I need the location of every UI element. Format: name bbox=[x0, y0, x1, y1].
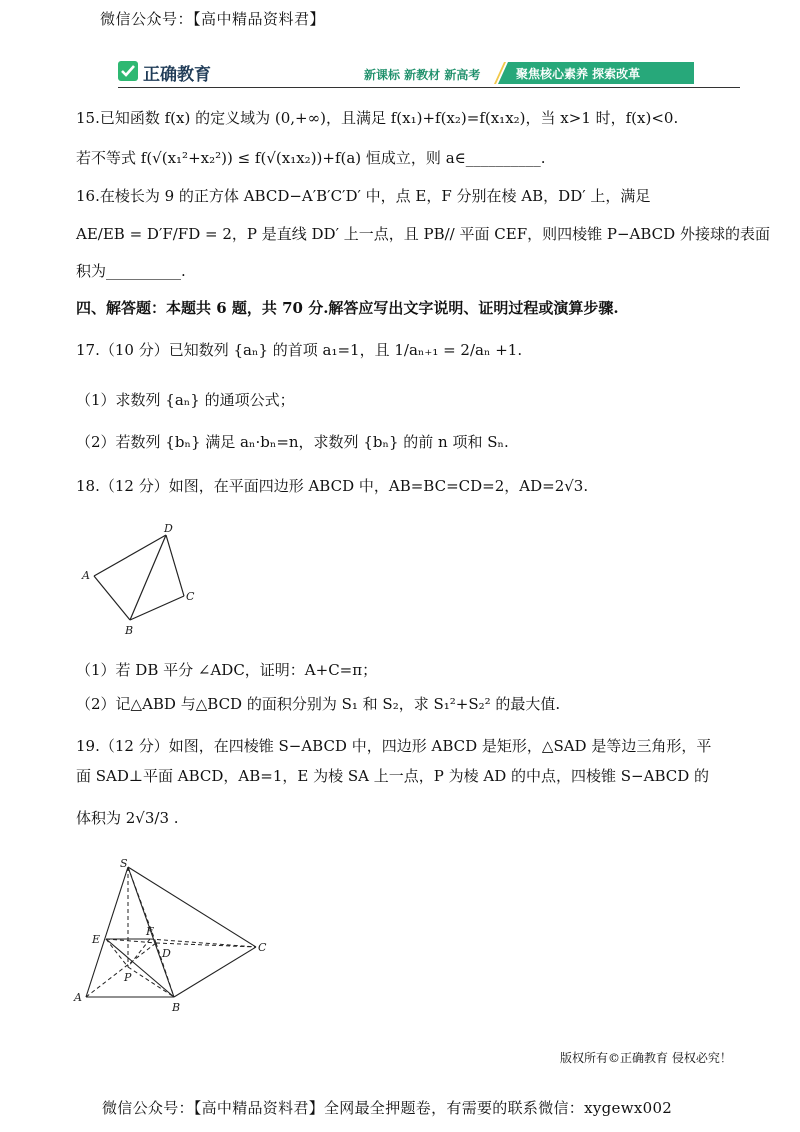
hidden-segment-FP bbox=[128, 939, 150, 967]
banner-text: 聚焦核心素养 探索改革 bbox=[516, 67, 641, 81]
label-A: A bbox=[74, 991, 82, 1004]
problem-17-part-2: （2）若数列 {bₙ} 满足 aₙ·bₙ=n，求数列 {bₙ} 的前 n 项和 Sₙ. bbox=[76, 433, 509, 451]
bottom-watermark: 微信公众号：【高中精品资料君】全网最全押题卷，有需要的联系微信：xygewx002 bbox=[102, 1099, 673, 1117]
label-E: E bbox=[92, 933, 101, 946]
problem-19-line-2: 面 SAD⊥平面 ABCD，AB=1，E 为棱 SA 上一点，P 为棱 AD 的中点，四棱锥 S−ABCD 的 bbox=[76, 767, 710, 785]
figure-18-quadrilateral bbox=[80, 520, 210, 640]
checkmark-icon bbox=[118, 61, 138, 81]
problem-17-stem: 17.（10 分）已知数列 {aₙ} 的首项 a₁=1，且 1/aₙ₊₁ = 2/aₙ +1. bbox=[76, 341, 523, 359]
label-D: D bbox=[164, 522, 173, 535]
hidden-segment-EP bbox=[106, 939, 128, 967]
problem-19-line-3: 体积为 2√3/3 . bbox=[76, 809, 179, 827]
problem-18-stem: 18.（12 分）如图，在平面四边形 ABCD 中，AB=BC=CD=2，AD=2√3. bbox=[76, 477, 589, 495]
edge-SA bbox=[86, 867, 128, 997]
problem-16-line-3: 积为__________. bbox=[76, 262, 186, 280]
brand-name: 正确教育 bbox=[143, 65, 211, 85]
problem-15-line-2: 若不等式 f(√(x₁²+x₂²)) ≤ f(√(x₁x₂))+f(a) 恒成立，则 a∈__________. bbox=[76, 149, 546, 167]
label-C: C bbox=[186, 590, 195, 603]
label-D: D bbox=[162, 947, 171, 960]
copyright-notice: 版权所有©正确教育 侵权必究！ bbox=[560, 1051, 732, 1065]
page-header bbox=[118, 60, 740, 90]
problem-19-line-1: 19.（12 分）如图，在四棱锥 S−ABCD 中，四边形 ABCD 是矩形，△SAD 是等边三角形，平 bbox=[76, 737, 712, 755]
hidden-segment-PB bbox=[128, 967, 174, 997]
label-B: B bbox=[125, 624, 134, 637]
problem-16-line-1: 16.在棱长为 9 的正方体 ABCD−A′B′C′D′ 中，点 E，F 分别在棱 AB，DD′ 上，满足 bbox=[76, 187, 651, 205]
problem-17-part-1: （1）求数列 {aₙ} 的通项公式； bbox=[76, 391, 295, 409]
label-F: F bbox=[146, 925, 154, 938]
diagonal-BD bbox=[130, 535, 166, 620]
problem-15-line-1: 15.已知函数 f(x) 的定义域为 (0,+∞)，且满足 f(x₁)+f(x₂)=f(x₁x₂)，当 x>1 时，f(x)<0. bbox=[76, 109, 679, 127]
label-P: P bbox=[124, 971, 132, 984]
label-B: B bbox=[172, 1001, 181, 1014]
header-divider bbox=[118, 87, 740, 88]
section-4-heading: 四、解答题：本题共 6 题，共 70 分.解答应写出文字说明、证明过程或演算步骤. bbox=[76, 299, 619, 317]
edge-BC bbox=[174, 947, 256, 997]
edge-BA bbox=[94, 576, 130, 620]
label-C: C bbox=[258, 941, 267, 954]
label-S: S bbox=[120, 857, 128, 870]
header-tags: 新课标 新教材 新高考 bbox=[364, 68, 481, 82]
figure-19-pyramid bbox=[70, 855, 280, 1020]
problem-18-part-1: （1）若 DB 平分 ∠ADC，证明：A+C=π； bbox=[76, 661, 378, 679]
problem-16-line-2: AE/EB = D′F/FD = 2，P 是直线 DD′ 上一点，且 PB// 平面 CEF，则四棱锥 P−ABCD 外接球的表面 bbox=[76, 225, 770, 243]
label-A: A bbox=[82, 569, 90, 582]
problem-18-part-2: （2）记△ABD 与△BCD 的面积分别为 S₁ 和 S₂，求 S₁²+S₂² 的最大值. bbox=[76, 695, 561, 713]
top-watermark: 微信公众号：【高中精品资料君】 bbox=[100, 10, 326, 28]
edge-DC bbox=[166, 535, 184, 596]
edge-AD bbox=[94, 535, 166, 576]
